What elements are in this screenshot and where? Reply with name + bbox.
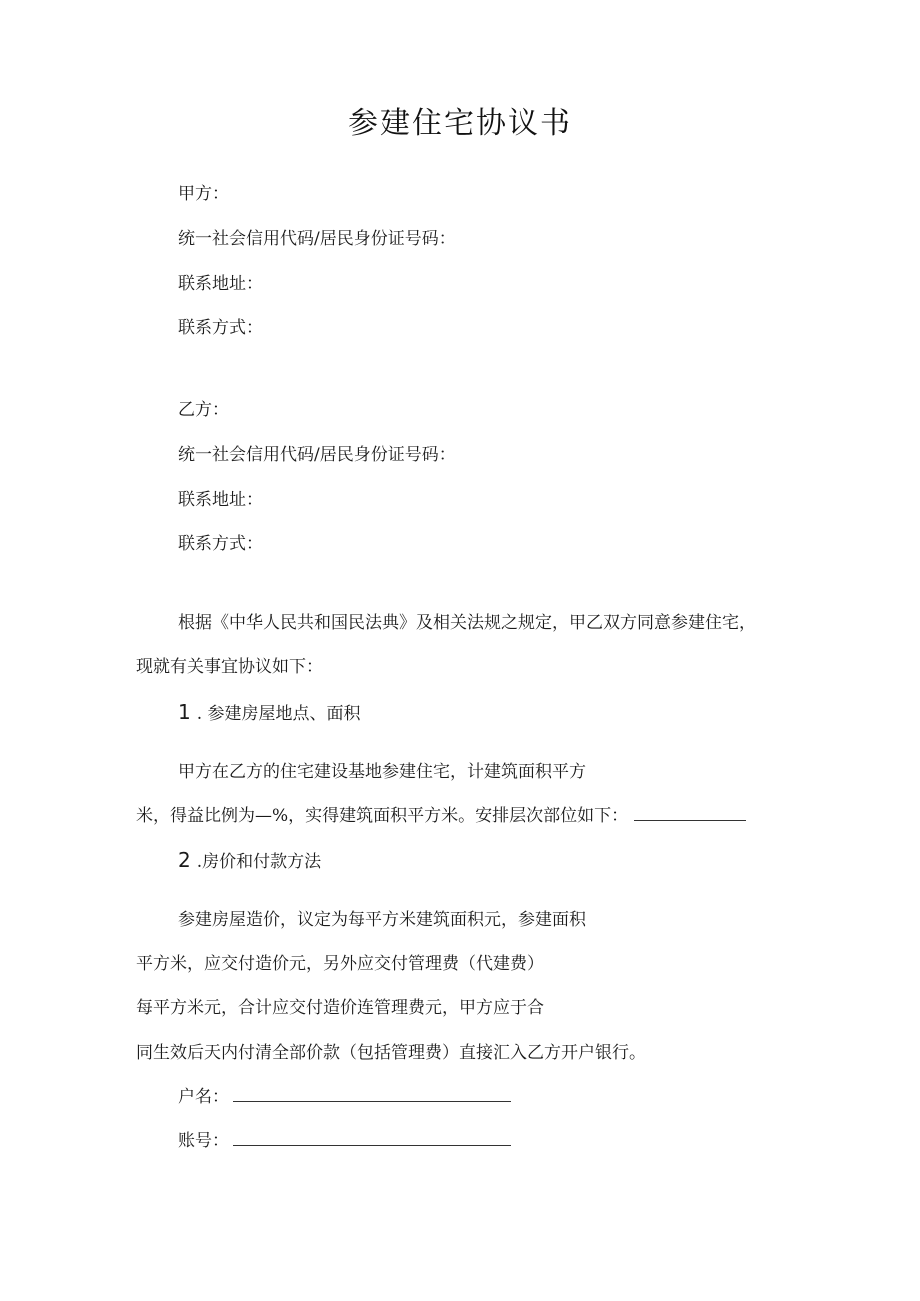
- section-1-title: . 参建房屋地点、面积: [196, 704, 361, 724]
- section-2-line-3: 每平方米元，合计应交付造价连管理费元，甲方应于合: [136, 998, 544, 1018]
- party-b-id-label: 统一社会信用代码/居民身份证号码：: [178, 445, 456, 465]
- intro-line-1: 根据《中华人民共和国民法典》及相关法规之规定，甲乙双方同意参建住宅，: [178, 613, 756, 633]
- section-1-heading: [178, 700, 361, 726]
- account-name-label: 户名：: [178, 1087, 229, 1107]
- section-2-line-4: 同生效后天内付清全部价款（包括管理费）直接汇入乙方开户银行。: [136, 1043, 646, 1063]
- section-1-line-1: 甲方在乙方的住宅建设基地参建住宅，计建筑面积平方: [178, 762, 586, 782]
- account-number-blank: [233, 1129, 511, 1146]
- account-number-label: 账号：: [178, 1131, 229, 1151]
- section-1-line-2-wrap: [136, 804, 746, 828]
- account-name-row: [178, 1085, 511, 1109]
- floor-allocation-blank: [634, 804, 746, 821]
- party-a-contact-label: 联系方式：: [178, 318, 263, 338]
- section-1-number: 1: [178, 700, 191, 724]
- account-number-row: [178, 1129, 511, 1153]
- party-b-address-label: 联系地址：: [178, 490, 263, 510]
- section-2-heading: [178, 848, 321, 874]
- party-b-name-label: 乙方：: [178, 400, 229, 420]
- section-2-number: 2: [178, 848, 191, 872]
- section-2-line-2: 平方米，应交付造价元，另外应交付管理费（代建费）: [136, 954, 544, 974]
- account-name-blank: [233, 1085, 511, 1102]
- party-b-contact-label: 联系方式：: [178, 534, 263, 554]
- intro-line-2: 现就有关事宜协议如下：: [136, 657, 323, 677]
- party-a-name-label: 甲方：: [178, 184, 229, 204]
- section-2-title: .房价和付款方法: [196, 852, 322, 872]
- party-a-address-label: 联系地址：: [178, 274, 263, 294]
- document-title: 参建住宅协议书: [348, 106, 572, 141]
- section-1-line-2: 米，得益比例为—%，实得建筑面积平方米。安排层次部位如下：: [136, 806, 629, 826]
- section-2-line-1: 参建房屋造价，议定为每平方米建筑面积元，参建面积: [178, 910, 586, 930]
- party-a-id-label: 统一社会信用代码/居民身份证号码：: [178, 229, 456, 249]
